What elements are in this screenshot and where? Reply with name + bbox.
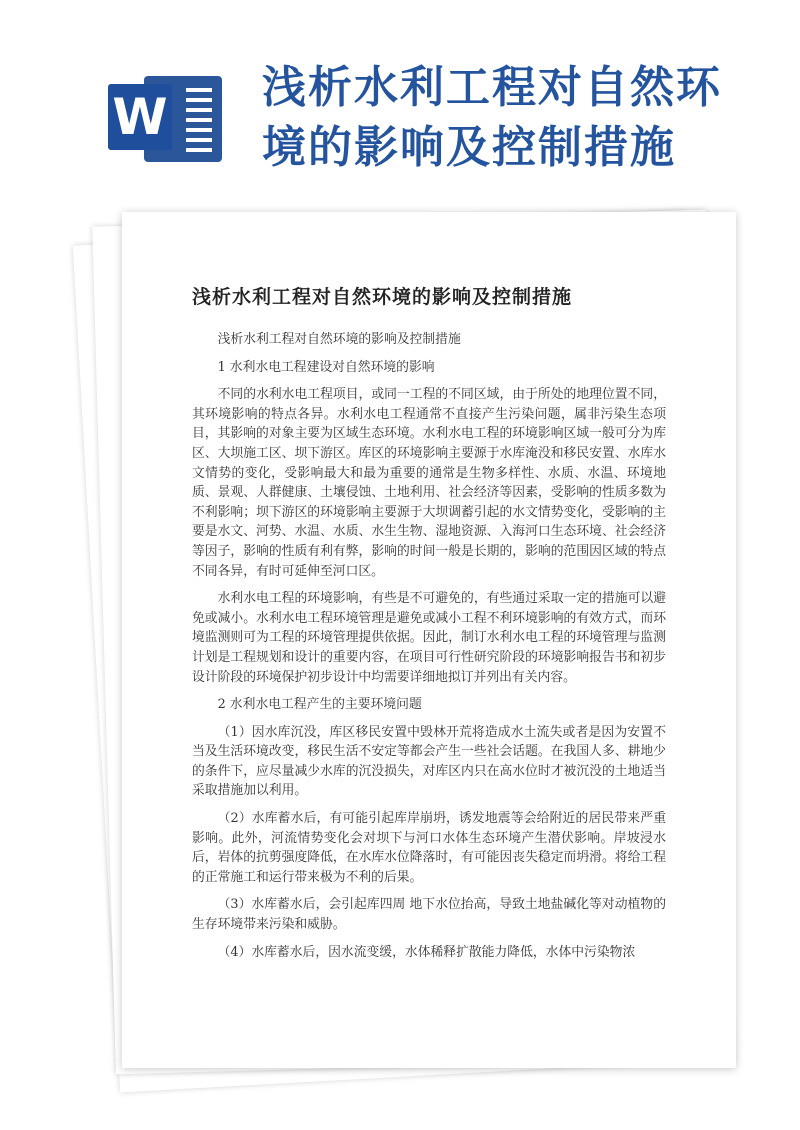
paragraph-subtitle: 浅析水利工程对自然环境的影响及控制措施 bbox=[217, 332, 461, 347]
document-page bbox=[122, 212, 736, 1068]
banner-title: 浅析水利工程对自然环境的影响及控制措施 bbox=[262, 62, 722, 173]
word-document-icon bbox=[108, 72, 226, 164]
paragraph: （2）水库蓄水后，有可能引起库岸崩坍，诱发地震等会给附近的居民带来严重影响。此外，河流情势变化会对坝下与河口水体生态环境产生潜伏影响。岸坡浸水后，岩体的抗剪强度降低，在水库水位降落时，有可能因丧失稳定而坍滑。将给工程的正常施工和运行带来极为不利的后果。 bbox=[192, 811, 666, 885]
section-heading-2: 2 水利水电工程产生的主要环境问题 bbox=[217, 697, 422, 713]
paragraph: （1）因水库沉没，库区移民安置中毁林开荒将造成水土流失或者是因为安置不当及生活环境改变，移民生活不安定等都会产生一些社会话题。在我国人多、耕地少的条件下，应尽量减少水库的沉没损失，对库区内只在高水位时才被沉没的土地适当采取措施加以利用。 bbox=[192, 724, 666, 799]
paragraph: （4）水库蓄水后，因水流变缓，水体稀释扩散能力降低，水体中污染物浓 bbox=[217, 944, 636, 960]
document-body bbox=[192, 330, 666, 970]
document-title: 浅析水利工程对自然环境的影响及控制措施 bbox=[192, 286, 573, 308]
section-heading-1: 1 水利水电工程建设对自然环境的影响 bbox=[217, 359, 435, 375]
paragraph: 不同的水利水电工程项目，或同一工程的不同区域，由于所处的地理位置不同，其环境影响的特点各异。水利水电工程通常不直接产生污染问题，属非污染生态项目，其影响的对象主要为区域生态环境。水利水电工程的环境影响区域一般可分为库区、大坝施工区、坝下游区。库区的环境影响主要源于水库淹没和移民安置、水库水文情势的变化，受影响最大和最为重要的通常是生物多样性、水质、水温、环境地质、景观、人群健康、土壤侵蚀、土地利用、社会经济等因素，受影响的性质多数为不利影响；坝下游区的环境影响主要源于大坝调蓄引起的水文情势变化，受影响的主要是水文、河势、水温、水质、水生生物、湿地资源、入海河口生态环境、社会经济等因子，影响的性质有利有弊，影响的时间一般是长期的，影响的范围因区域的特点不同各异，有时可延伸至河口区。 bbox=[192, 387, 666, 579]
paragraph: （3）水库蓄水后，会引起库四周 地下水位抬高，导致土地盐碱化等对动植物的生存环境带来污染和威胁。 bbox=[192, 897, 666, 933]
word-w-icon: W bbox=[108, 84, 172, 150]
paragraph: 水利水电工程的环境影响，有些是不可避免的，有些通过采取一定的措施可以避免或减小。水利水电工程环境管理是避免或减小工程不利环境影响的有效方式，而环境监测则可为工程的环境管理提供依据。因此，制订水利水电工程的环境管理与监测计划是工程规划和设计的重要内容，在项目可行性研究阶段的环境影响报告书和初步设计阶段的环境保护初步设计中均需要详细地拟订并列出有关内容。 bbox=[192, 591, 666, 685]
